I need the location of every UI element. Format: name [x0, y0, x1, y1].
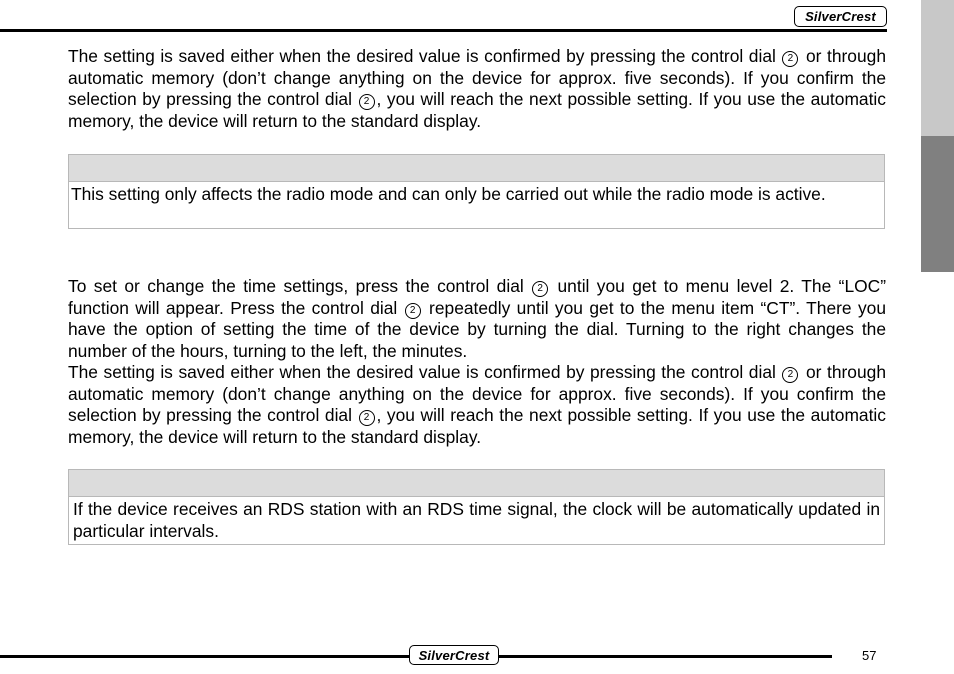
paragraph-time-settings: [68, 276, 886, 362]
control-dial-icon: 2: [782, 367, 798, 383]
paragraph-text: The setting is saved either when the desired value is confirmed by pressing the control dial: [68, 362, 782, 382]
side-tab-light: [921, 0, 954, 136]
footer-rule-right: [499, 655, 832, 658]
note-box-rds-time: [68, 469, 885, 545]
control-dial-icon: 2: [405, 303, 421, 319]
paragraph-text: or through automatic memory (don’t change anything on the device for approx. five seconds). If you confirm the selection by pressing the control dial: [68, 362, 886, 425]
control-dial-icon: 2: [782, 51, 798, 67]
paragraph-text: , you will reach the next possible setting. If you use the automatic memory, the device will return to the standard display.: [68, 89, 886, 131]
paragraph-text: The setting is saved either when the desired value is confirmed by pressing the control dial: [68, 46, 782, 66]
note-text: If the device receives an RDS station with an RDS time signal, the clock will be automatically updated in particular intervals.: [73, 499, 880, 541]
brand-logo: SilverCrest: [794, 6, 887, 27]
note-header: [69, 155, 884, 182]
note-box-radio-mode: [68, 154, 885, 229]
footer-rule-left: [0, 655, 409, 658]
control-dial-icon: 2: [359, 94, 375, 110]
brand-logo-footer: SilverCrest: [409, 645, 499, 665]
note-text: This setting only affects the radio mode and can only be carried out while the radio mode is active.: [71, 184, 826, 204]
paragraph-saving-settings: [68, 46, 886, 132]
note-header: [69, 470, 884, 497]
side-tab-dark: [921, 136, 954, 272]
paragraph-text: To set or change the time settings, press the control dial: [68, 276, 532, 296]
paragraph-text: until you get to menu level 2. The “LOC” function will appear. Press the control dial: [68, 276, 887, 318]
paragraph-text: repeatedly until you get to the menu item “CT”. There you have the option of setting the time of the device by turning the dial. Turning to the right changes the number of the hours, turning to the left, the minutes.: [68, 297, 886, 361]
paragraph-text: , you will reach the next possible setting. If you use the automatic memory, the device will return to the standard display.: [68, 405, 886, 447]
paragraph-saving-settings-2: [68, 362, 886, 448]
page-number: 57: [862, 648, 877, 663]
control-dial-icon: 2: [359, 410, 375, 426]
paragraph-text: or through automatic memory (don’t change anything on the device for approx. five seconds). If you confirm the selection by pressing the control dial: [68, 46, 886, 109]
header-rule: [0, 29, 887, 32]
control-dial-icon: 2: [532, 281, 548, 297]
